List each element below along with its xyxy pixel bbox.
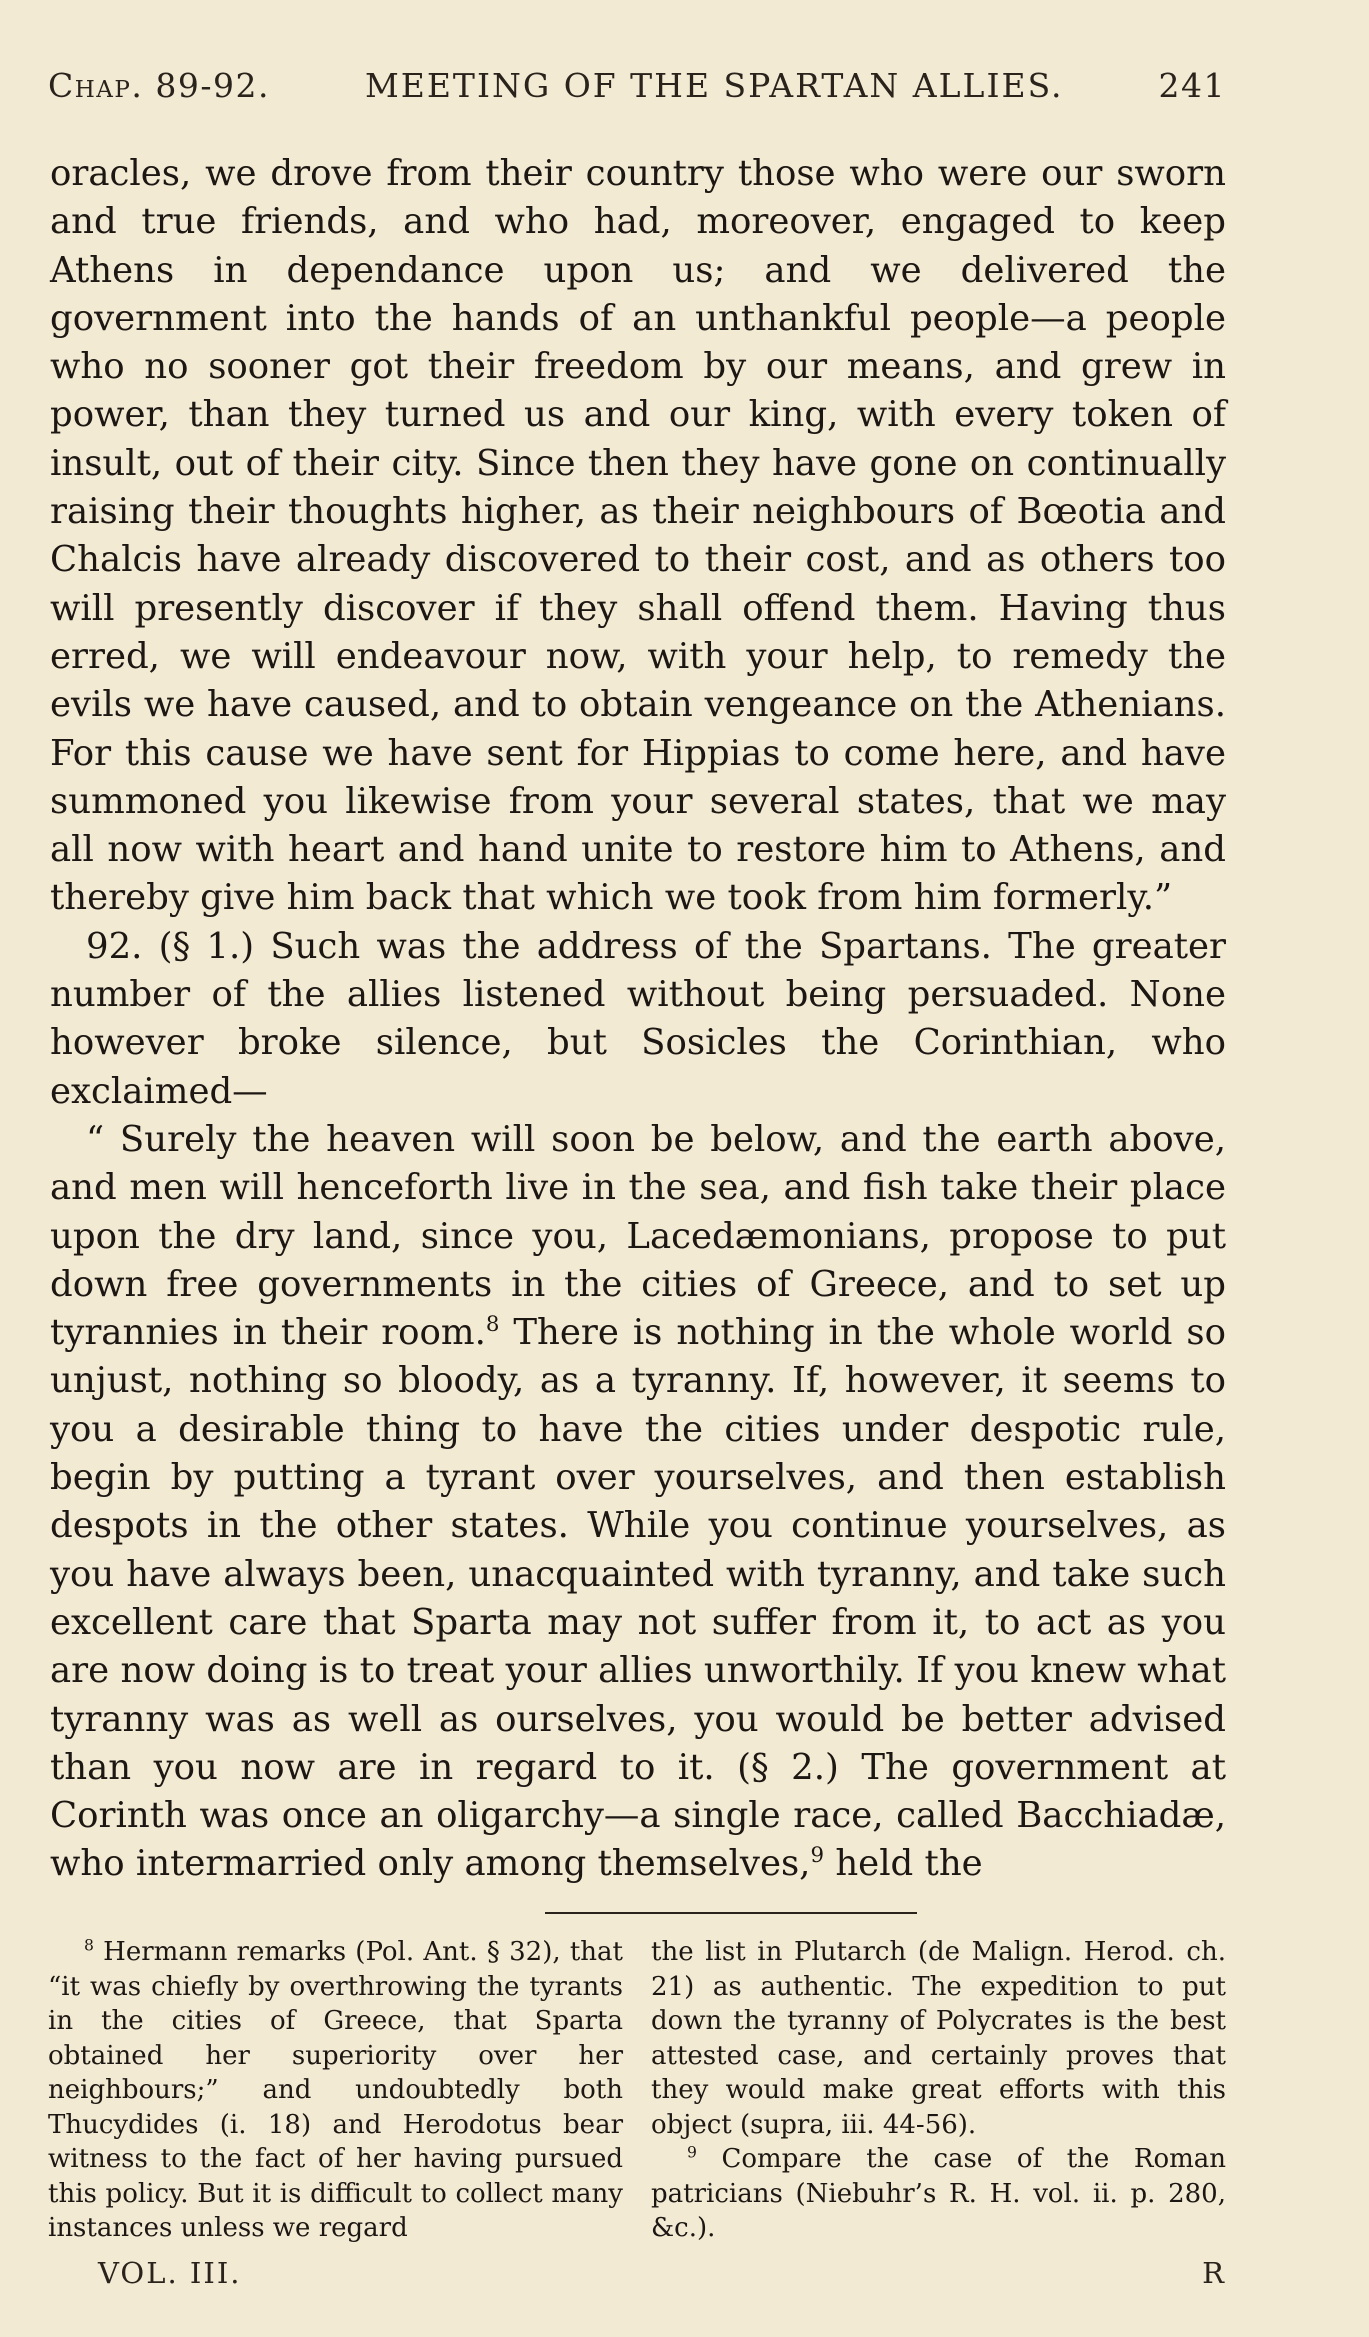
paragraph-92: 92. (§ 1.) Such was the address of the Spartans. The greater number of the allies listened without being persuaded. None however broke silence, but Sosicles the Corinthian, who exclaimed—: [50, 925, 1226, 1112]
footnote-divider: [545, 1912, 917, 1914]
page-footer: [98, 2256, 1226, 2290]
speech-part-1: “ Surely the heaven will soon be below, and the earth above, and men will henceforth live in the sea, and fish take their place upon the dry land, since you, Lacedæmonians, propose to put down free governments in the cities of Greece, and to set up tyrannies in their room.: [50, 1118, 1226, 1354]
footnote-ref-8[interactable]: 8: [485, 1312, 500, 1338]
running-title: MEETING OF THE SPARTAN ALLIES.: [364, 66, 1064, 105]
page-number: 241: [1158, 66, 1226, 105]
footnotes: [48, 1935, 1226, 2246]
volume-label: VOL. III.: [98, 2256, 242, 2290]
signature-mark: R: [1202, 2256, 1226, 2290]
footnote-column-right: [651, 1935, 1226, 2246]
footnote-8-continued: the list in Plutarch (de Malign. Herod. ch. 21) as authentic. The expedition to put down the tyranny of Polycrates is the best attested case, and certainly proves that they would make great efforts with this object (supra, iii. 44-56).: [651, 1937, 1226, 2140]
footnote-column-left: [48, 1935, 623, 2246]
footnote-9-text: Compare the case of the Roman patricians (Niebuhr’s R. H. vol. ii. p. 280, &c.).: [651, 2144, 1226, 2243]
chapter-range: Chap. 89-92.: [48, 66, 270, 105]
footnote-8-mark: 8: [84, 1936, 94, 1955]
footnote-8-text: Hermann remarks (Pol. Ant. § 32), that “it was chiefly by overthrowing the tyrants in the cities of Greece, that Sparta obtained her superiority over her neighbours;” and undoubtedly both Thucydides (i. 18) and Herodotus bear witness to the fact of her having pursued this policy. But it is difficult to collect many instances unless we regard: [48, 1937, 623, 2243]
speech-part-3: held the: [824, 1843, 983, 1885]
footnote-8: [48, 1935, 623, 2246]
footnote-9-mark: 9: [687, 2143, 697, 2162]
paragraph-oracles: oracles, we drove from their country those who were our sworn and true friends, and who had, moreover, engaged to keep Athens in dependance upon us; and we delivered the government into the hands of an unthankful people—a people who no sooner got their freedom by our means, and grew in power, than they turned us and our king, with every token of insult, out of their city. Since then they have gone on continually raising their thoughts higher, as their neighbours of Bœotia and Chalcis have already discovered to their cost, and as others too will presently discover if they shall offend them. Having thus erred, we will endeavour now, with your help, to remedy the evils we have caused, and to obtain vengeance on the Athenians. For this cause we have sent for Hippias to come here, and have summoned you likewise from your several states, that we may all now with heart and hand unite to restore him to Athens, and thereby give him back that which we took from him formerly.”: [50, 153, 1226, 919]
paragraph-sosicles-speech: [50, 1116, 1226, 1889]
footnote-ref-9[interactable]: 9: [810, 1843, 825, 1869]
main-text: [50, 150, 1226, 1889]
speech-part-2: There is nothing in the whole world so unjust, nothing so bloody, as a tyranny. If, however, it seems to you a desirable thing to have the cities under despotic rule, begin by putting a tyrant over yourselves, and then establish despots in the other states. While you continue yourselves, as you have always been, unacquainted with tyranny, and take such excellent care that Sparta may not suffer from it, to act as you are now doing is to treat your allies unworthily. If you knew what tyranny was as well as ourselves, you would be better advised than you now are in regard to it. (§ 2.) The government at Corinth was once an oligarchy—a single race, called Bacchiadæ, who intermarried only among themselves,: [50, 1312, 1226, 1885]
footnote-9: [651, 2142, 1226, 2246]
running-header: [48, 66, 1226, 118]
